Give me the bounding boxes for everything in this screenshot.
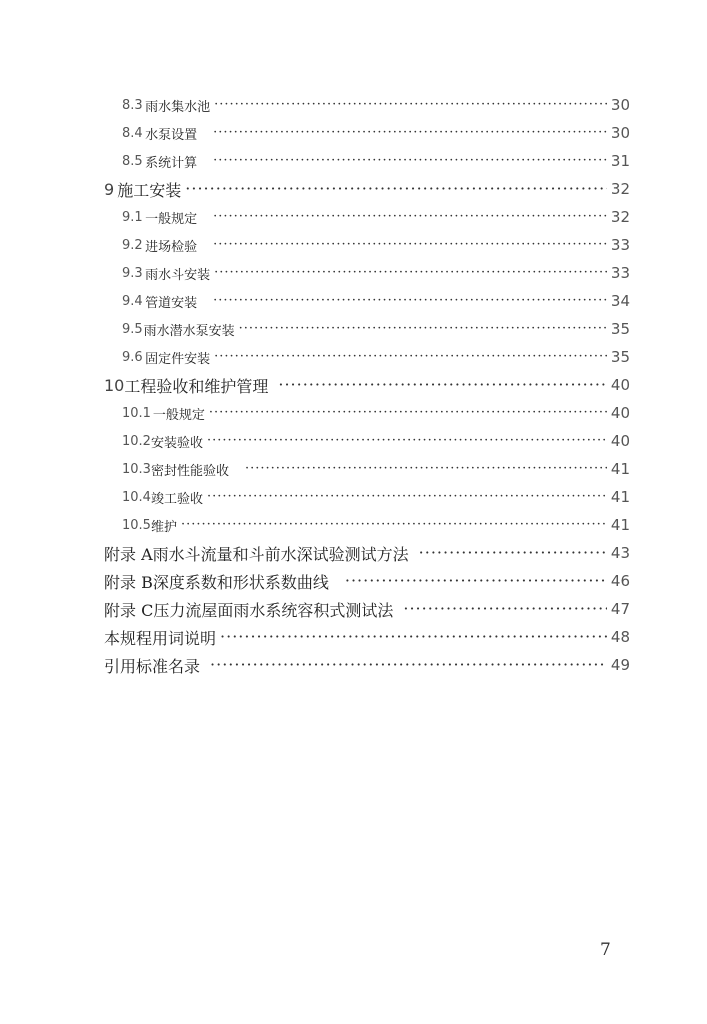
- toc-entry-page: 49: [610, 656, 630, 674]
- toc-entry-title: 密封性能验收: [150, 463, 229, 479]
- toc-entry-appendix-b[interactable]: [104, 568, 630, 594]
- dot-leader: [245, 456, 607, 482]
- dot-leader: [213, 148, 607, 174]
- toc-entry-number: 10.5: [122, 517, 151, 533]
- dot-leader: [207, 484, 607, 510]
- toc-entry-appendix-c[interactable]: [104, 596, 630, 622]
- toc-entry-page: 34: [610, 292, 630, 310]
- toc-entry-page: 32: [610, 180, 630, 198]
- toc-entry-number: 8.3: [122, 97, 143, 113]
- toc-entry-page: 41: [610, 516, 630, 534]
- dot-leader: [210, 652, 607, 678]
- toc-entry-title: 压力流屋面雨水系统容积式测试法: [153, 600, 394, 620]
- toc-entry-10-4[interactable]: [122, 484, 630, 510]
- toc-entry-8-4[interactable]: [122, 120, 630, 146]
- toc-entry-title: 雨水斗流量和斗前水深试验测试方法: [152, 544, 409, 564]
- toc-entry-page: 46: [610, 572, 630, 590]
- toc-entry-8-3[interactable]: [122, 92, 630, 118]
- toc-entry-title: 一般规定: [145, 211, 198, 227]
- toc-entry-page: 35: [610, 320, 630, 338]
- dot-leader: [213, 232, 607, 258]
- toc-entry-9[interactable]: [104, 176, 630, 202]
- toc-entry-page: 41: [610, 460, 630, 478]
- dot-leader: [214, 344, 607, 370]
- toc-entry-page: 30: [610, 124, 630, 142]
- toc-entry-page: 48: [610, 628, 630, 646]
- toc-entry-page: 40: [610, 432, 630, 450]
- toc-entry-number: 9.1: [122, 209, 143, 225]
- toc-entry-page: 33: [610, 236, 630, 254]
- toc-entry-number: 10.1: [122, 405, 151, 421]
- toc-entry-appendix-a[interactable]: [104, 540, 630, 566]
- toc-entry-title: 雨水斗安装: [145, 267, 211, 283]
- dot-leader: [239, 316, 607, 342]
- toc-entry-9-5[interactable]: [122, 316, 630, 342]
- toc-entry-title: 工程验收和维护管理: [124, 376, 269, 396]
- toc-entry-title: 竣工验收: [150, 491, 203, 507]
- toc-entry-number: 8.5: [122, 153, 143, 169]
- dot-leader: [209, 400, 607, 426]
- toc-entry-number: 8.4: [122, 125, 143, 141]
- toc-entry-title: 引用标准名录: [104, 656, 201, 676]
- toc-entry-title: 本规程用词说明: [104, 628, 217, 648]
- dot-leader: [403, 596, 607, 622]
- dot-leader: [213, 288, 607, 314]
- toc-entry-page: 43: [610, 544, 630, 562]
- toc-entry-page: 33: [610, 264, 630, 282]
- dot-leader: [181, 512, 607, 538]
- dot-leader: [185, 176, 607, 202]
- toc-entry-number: 9: [104, 179, 115, 199]
- dot-leader: [419, 540, 607, 566]
- toc-entry-title: 雨水集水池: [145, 99, 211, 115]
- toc-entry-9-4[interactable]: [122, 288, 630, 314]
- toc-entry-10-5[interactable]: [122, 512, 630, 538]
- dot-leader: [213, 204, 607, 230]
- toc-entry-number: 10.4: [122, 489, 151, 505]
- toc-entry-title: 一般规定: [152, 407, 205, 423]
- toc-entry-9-1[interactable]: [122, 204, 630, 230]
- dot-leader: [214, 260, 607, 286]
- toc-entry-title: 固定件安装: [145, 351, 211, 367]
- toc-entry-10[interactable]: [104, 372, 630, 398]
- toc-entry-10-1[interactable]: [122, 400, 630, 426]
- toc-entry-number: 9.2: [122, 237, 143, 253]
- toc-entry-10-2[interactable]: [122, 428, 630, 454]
- dot-leader: [207, 428, 607, 454]
- toc-entry-title: 管道安装: [145, 295, 198, 311]
- toc-entry-terms-explanation[interactable]: [104, 624, 630, 650]
- toc-entry-title: 深度系数和形状系数曲线: [152, 572, 329, 592]
- toc-entry-title: 进场检验: [145, 239, 198, 255]
- toc-entry-title: 安装验收: [150, 435, 203, 451]
- toc-entry-8-5[interactable]: [122, 148, 630, 174]
- toc-entry-title: 水泵设置: [145, 127, 198, 143]
- toc-entry-number: 9.5: [122, 321, 143, 337]
- toc-entry-page: 31: [610, 152, 630, 170]
- toc-entry-number: 附录 B: [104, 572, 153, 592]
- toc-entry-number: 附录 A: [104, 544, 153, 564]
- toc-entry-page: 40: [610, 404, 630, 422]
- toc-entry-page: 35: [610, 348, 630, 366]
- toc-entry-cited-standards[interactable]: [104, 652, 630, 678]
- toc-entry-page: 47: [610, 600, 630, 618]
- toc-entry-9-2[interactable]: [122, 232, 630, 258]
- toc-entry-number: 9.3: [122, 265, 143, 281]
- toc-entry-title: 施工安装: [117, 180, 182, 200]
- toc-entry-number: 10.3: [122, 461, 151, 477]
- toc-entry-page: 32: [610, 208, 630, 226]
- toc-entry-title: 雨水潜水泵安装: [143, 323, 235, 339]
- toc-entry-page: 40: [610, 376, 630, 394]
- toc-entry-number: 10.2: [122, 433, 151, 449]
- toc-entry-title: 维护: [150, 519, 177, 535]
- dot-leader: [345, 568, 607, 594]
- toc-entry-page: 41: [610, 488, 630, 506]
- toc-entry-page: 30: [610, 96, 630, 114]
- toc-entry-number: 9.6: [122, 349, 143, 365]
- dot-leader: [278, 372, 607, 398]
- dot-leader: [213, 120, 607, 146]
- toc-entry-10-3[interactable]: [122, 456, 630, 482]
- toc-entry-9-3[interactable]: [122, 260, 630, 286]
- toc-entry-number: 附录 C: [104, 600, 154, 620]
- dot-leader: [214, 92, 607, 118]
- toc-entry-number: 9.4: [122, 293, 143, 309]
- dot-leader: [220, 624, 607, 650]
- page-number: 7: [600, 940, 611, 960]
- toc-entry-9-6[interactable]: [122, 344, 630, 370]
- toc-entry-number: 10: [104, 375, 125, 395]
- toc-entry-title: 系统计算: [145, 155, 198, 171]
